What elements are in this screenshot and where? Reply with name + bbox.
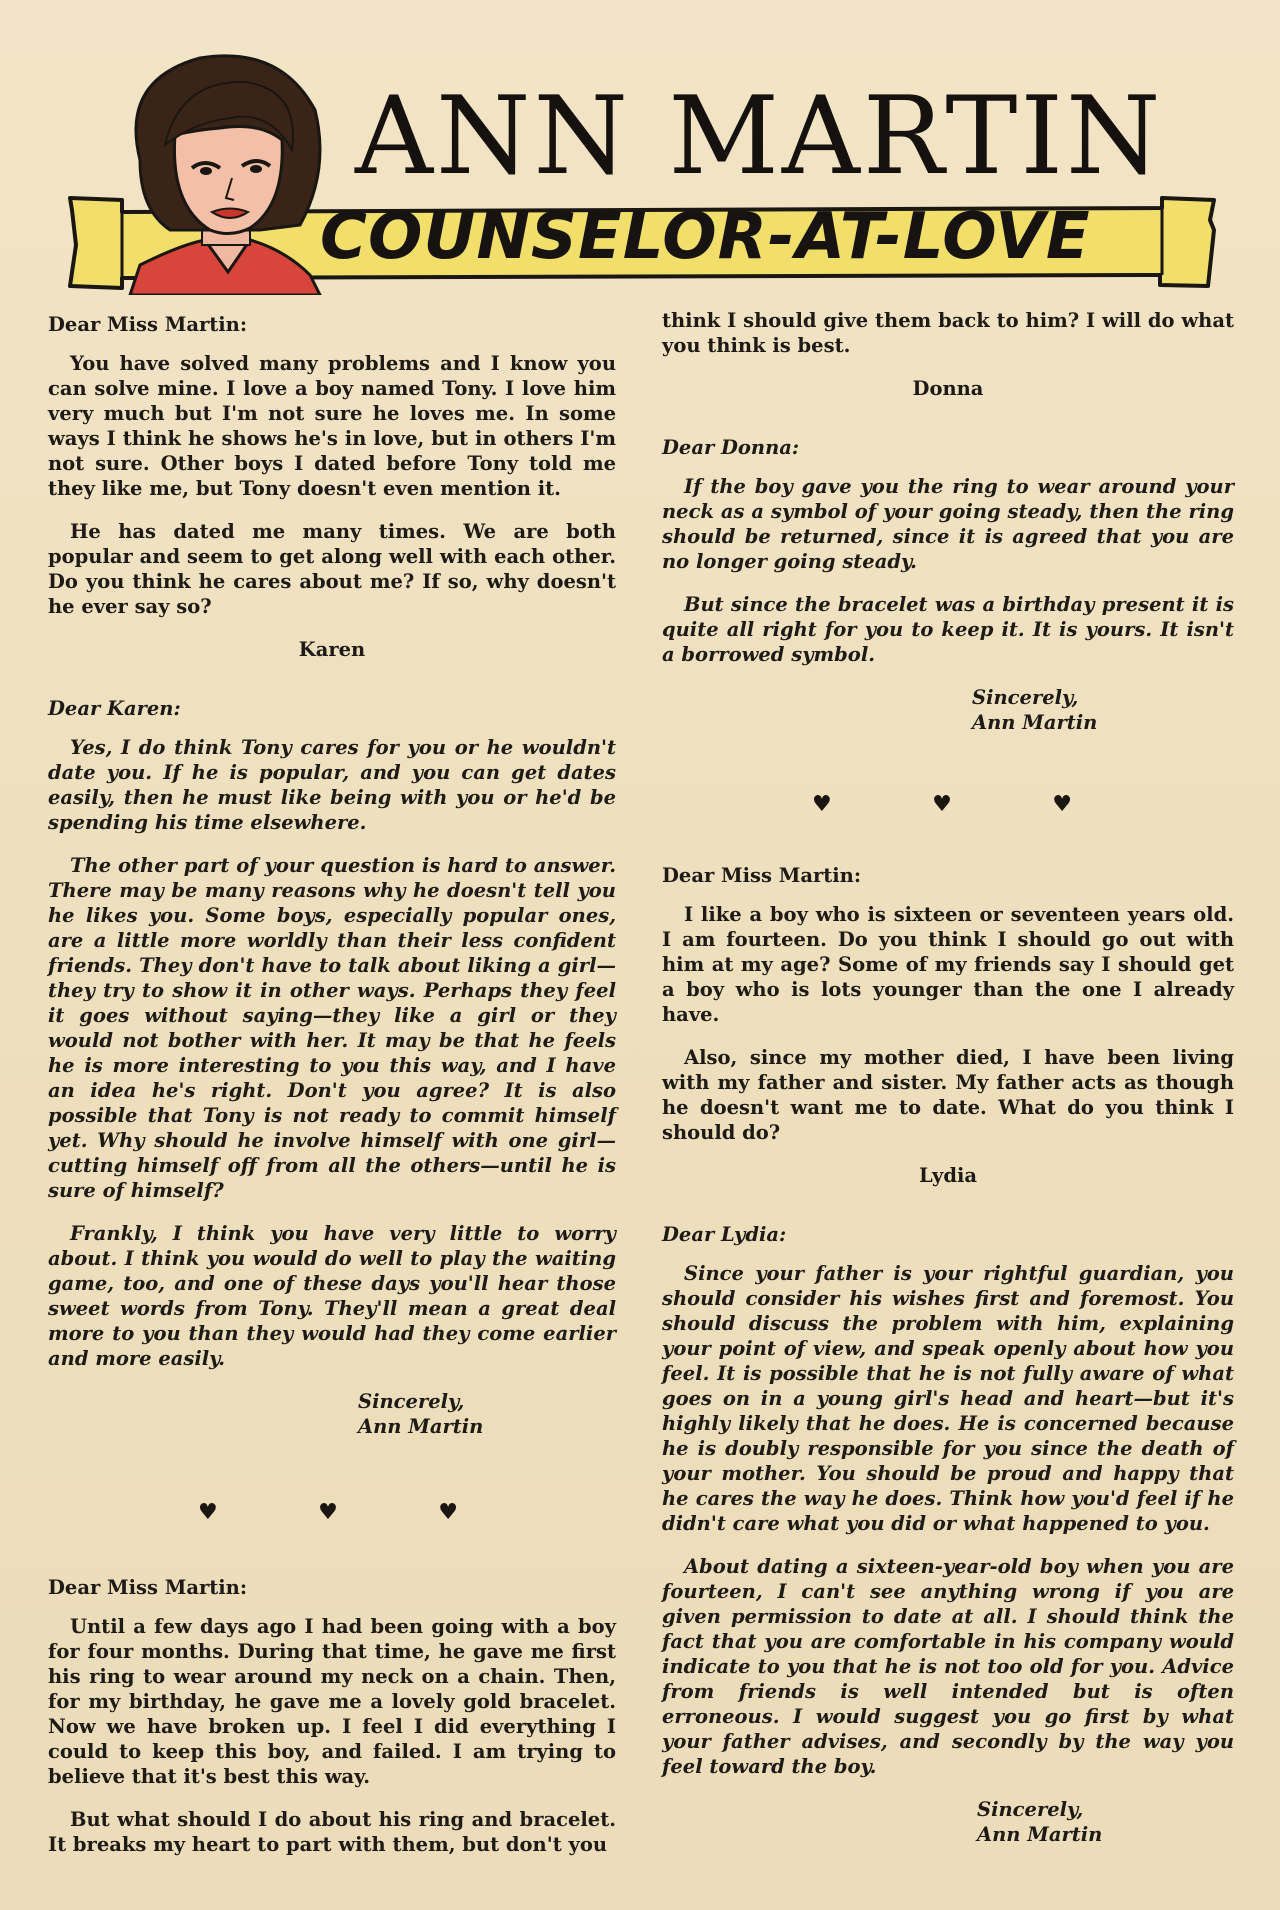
heart-icon: ♥	[1052, 792, 1072, 817]
reply-lydia	[662, 1222, 1234, 1847]
ann-martin-portrait	[110, 40, 340, 295]
reply-signature: Ann Martin	[358, 1415, 484, 1438]
letter-sender: Donna	[912, 377, 984, 400]
reply-signoff: Sincerely,	[977, 1798, 1084, 1821]
reply-salutation: Dear Karen:	[48, 697, 181, 720]
left-column	[48, 312, 616, 1875]
letter-karen	[48, 312, 616, 662]
letter-paragraph: Until a few days ago I had been going with a boy for four months. During that time, he gave me first his ring to wear around my neck on a chain. Then, for my birthday, he gave me a lovely gold bracelet. Now we have broken up. I feel I did everything I could to keep this boy, and failed. I am trying to believe that it's best this way.	[48, 1615, 616, 1788]
reply-signature: Ann Martin	[972, 711, 1098, 734]
column-title: ANN MARTIN	[355, 74, 1164, 199]
reply-paragraph: Yes, I do think Tony cares for you or he wouldn't date you. If he is popular, and you can get dates easily, then he must like being with you or he'd be spending his time elsewhere.	[48, 736, 616, 834]
right-column	[662, 308, 1234, 1847]
reply-signoff: Sincerely,	[358, 1390, 465, 1413]
letter-sender: Lydia	[918, 1164, 978, 1187]
heart-icon: ♥	[318, 1500, 338, 1525]
letter-paragraph: think I should give them back to him? I will do what you think is best.	[662, 309, 1234, 357]
letter-salutation: Dear Miss Martin:	[662, 864, 862, 887]
letter-salutation: Dear Miss Martin:	[48, 313, 248, 336]
heart-divider	[198, 1499, 458, 1527]
reply-paragraph: The other part of your question is hard to answer. There may be many reasons why he doesn't tell you he likes you. Some boys, especially popular ones, are a little more worldly than their less confident friends. They don't have to talk about liking a girl—they try to show it in other ways. Perhaps they feel it goes without saying—they like a girl or they would not bother with her. It may be that he feels he is more interesting to you this way, and I have an idea he's right. Don't you agree? It is also possible that Tony is not ready to commit himself yet. Why should he involve himself with one girl—cutting himself off from all the others—until he is sure of himself?	[48, 854, 616, 1202]
heart-icon: ♥	[812, 792, 832, 817]
heart-divider	[812, 791, 1072, 819]
column-subtitle: COUNSELOR-AT-LOVE	[320, 200, 1091, 274]
reply-salutation: Dear Lydia:	[662, 1223, 787, 1246]
letter-paragraph: I like a boy who is sixteen or seventeen years old. I am fourteen. Do you think I should go out with him at my age? Some of my friends say I should get a boy who is lots younger than the one I already have.	[662, 903, 1234, 1026]
heart-icon: ♥	[198, 1500, 218, 1525]
letter-sender: Karen	[298, 638, 366, 661]
heart-icon: ♥	[932, 792, 952, 817]
reply-salutation: Dear Donna:	[662, 436, 800, 459]
reply-paragraph: About dating a sixteen-year-old boy when you are fourteen, I can't see anything wrong if you are given permission to date at all. I should think the fact that you are comfortable in his company would indicate to you that he is not too old for you. Advice from friends is well intended but is often erroneous. I would suggest you go first by what your father advises, and secondly by the way you feel toward the boy.	[662, 1555, 1234, 1778]
reply-karen	[48, 696, 616, 1439]
reply-signature: Ann Martin	[977, 1823, 1103, 1846]
reply-donna	[662, 435, 1234, 735]
reply-paragraph: Frankly, I think you have very little to worry about. I think you would do well to play the waiting game, too, and one of these days you'll hear those sweet words from Tony. They'll mean a great deal more to you than they would had they come earlier and more easily.	[48, 1222, 616, 1370]
letter-lydia	[662, 863, 1234, 1188]
letter-donna	[48, 1575, 616, 1857]
column-header	[0, 0, 1280, 300]
letter-donna-continued	[662, 308, 1234, 401]
letter-paragraph: He has dated me many times. We are both popular and seem to get along well with each other. Do you think he cares about me? If so, why doesn't he ever say so?	[48, 520, 616, 618]
reply-paragraph: Since your father is your rightful guardian, you should consider his wishes first and foremost. You should discuss the problem with him, explaining your point of view, and speak openly about how you feel. It is possible that he is not fully aware of what goes on in a young girl's head and heart—but it's highly likely that he does. He is concerned because he is doubly responsible for you since the death of your mother. You should be proud and happy that he cares the way he does. Think how you'd feel if he didn't care what you did or what happened to you.	[662, 1262, 1234, 1535]
reply-signoff: Sincerely,	[972, 686, 1079, 709]
reply-paragraph: If the boy gave you the ring to wear around your neck as a symbol of your going steady, then the ring should be returned, since it is agreed that you are no longer going steady.	[662, 475, 1234, 573]
letter-paragraph: Also, since my mother died, I have been living with my father and sister. My father acts as though he doesn't want me to date. What do you think I should do?	[662, 1046, 1234, 1144]
reply-paragraph: But since the bracelet was a birthday present it is quite all right for you to keep it. It is yours. It isn't a borrowed symbol.	[662, 593, 1234, 666]
letter-salutation: Dear Miss Martin:	[48, 1576, 248, 1599]
heart-icon: ♥	[438, 1500, 458, 1525]
letter-paragraph: You have solved many problems and I know you can solve mine. I love a boy named Tony. I love him very much but I'm not sure he loves me. In some ways I think he shows he's in love, but in others I'm not sure. Other boys I dated before Tony told me they like me, but Tony doesn't even mention it.	[48, 352, 616, 500]
letter-paragraph: But what should I do about his ring and bracelet. It breaks my heart to part with them, but don't you	[48, 1808, 616, 1856]
